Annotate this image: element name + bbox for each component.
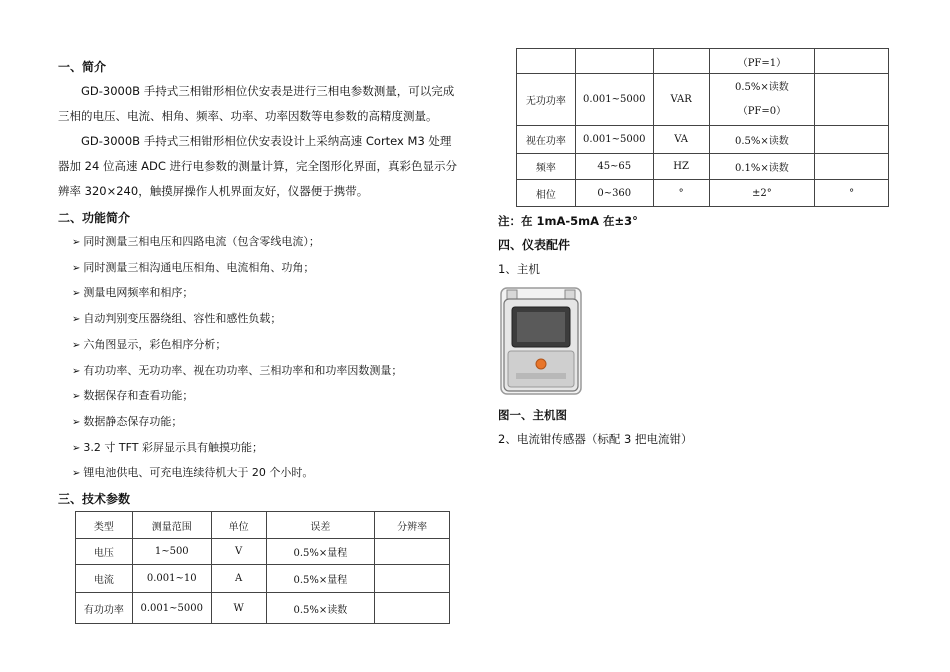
table-cell: 电流 bbox=[76, 565, 133, 593]
table-cell: 0.001~10 bbox=[132, 565, 211, 593]
table-header-cell: 分辨率 bbox=[375, 512, 450, 539]
table-cell: （PF=1） bbox=[709, 49, 815, 74]
table-cell: 0.001~5000 bbox=[575, 74, 653, 126]
table-cell: 有功功率 bbox=[76, 593, 133, 624]
table-cell: 0.5%×量程 bbox=[266, 539, 375, 565]
table-cell: W bbox=[211, 593, 266, 624]
figure-caption: 图一、主机图 bbox=[498, 408, 567, 422]
section1-para1: GD-3000B 手持式三相钳形相位伏安表是进行三相电参数测量，可以完成三相的电压、电流、相角、频率、功率、功率因数等电参数的高精度测量。 bbox=[58, 84, 455, 123]
table-cell: 相位 bbox=[517, 180, 576, 207]
table-cell bbox=[815, 74, 889, 126]
table-cell bbox=[815, 154, 889, 180]
feature-item: ➢ 数据静态保存功能； bbox=[72, 410, 458, 436]
arrow-bullet-icon: ➢ bbox=[72, 237, 81, 248]
pf-condition: （PF=0） bbox=[737, 105, 787, 117]
arrow-bullet-icon: ➢ bbox=[72, 262, 81, 274]
table-cell: 0~360 bbox=[575, 180, 653, 207]
table-cell bbox=[375, 593, 450, 624]
table-cell: 0.001~5000 bbox=[132, 593, 211, 624]
arrow-bullet-icon: ➢ bbox=[72, 288, 81, 300]
table-cell: 0.1%×读数 bbox=[709, 154, 815, 180]
table-cell: A bbox=[211, 565, 266, 593]
table-header-cell: 测量范围 bbox=[132, 512, 211, 539]
table-cell: ° bbox=[815, 180, 889, 207]
table-cell: 0.5%×读数 bbox=[266, 593, 375, 624]
table-cell bbox=[815, 49, 889, 74]
table-cell: 0.5%×读数 bbox=[709, 126, 815, 154]
table-row bbox=[517, 49, 889, 74]
table-row bbox=[517, 180, 889, 207]
section3-heading: 三、技术参数 bbox=[58, 492, 131, 507]
table-row bbox=[76, 565, 450, 593]
table-note: 注：在 1mA-5mA 在±3° bbox=[498, 214, 638, 228]
table-header-row bbox=[76, 512, 450, 539]
table-cell: VA bbox=[653, 126, 709, 154]
feature-item: ➢ 自动判别变压器绕组、容性和感性负载； bbox=[72, 307, 458, 333]
table-row bbox=[76, 539, 450, 565]
table-cell bbox=[653, 49, 709, 74]
section4-heading: 四、仪表配件 bbox=[498, 238, 571, 252]
table-header-cell: 类型 bbox=[76, 512, 133, 539]
section1-para2: GD-3000B 手持式三相钳形相位伏安表设计上采纳高速 Cortex M3 处理器加 24 位高速 ADC 进行电参数的测量计算，完全图形化界面，真彩色显示分辨率 320×240，触摸屏操作人机界面友好，仪器便于携带。 bbox=[58, 134, 458, 198]
arrow-bullet-icon: ➢ bbox=[72, 391, 81, 403]
arrow-bullet-icon: ➢ bbox=[72, 416, 81, 428]
accessory-item-clamp: 2、电流钳传感器（标配 3 把电流钳） bbox=[498, 432, 693, 446]
section1-heading: 一、简介 bbox=[58, 60, 107, 74]
instrument-illustration bbox=[500, 287, 582, 395]
feature-item: ➢ 同时测量三相电压和四路电流（包含零线电流）； bbox=[72, 230, 458, 256]
table-cell: ±2° bbox=[709, 180, 815, 207]
table-cell: 频率 bbox=[517, 154, 576, 180]
table-cell: 视在功率 bbox=[517, 126, 576, 154]
arrow-bullet-icon: ➢ bbox=[72, 314, 81, 326]
spec-table-right bbox=[516, 48, 889, 207]
table-cell: 45~65 bbox=[575, 154, 653, 180]
table-cell: HZ bbox=[653, 154, 709, 180]
table-cell bbox=[815, 126, 889, 154]
feature-item: ➢ 六角图显示，彩色相序分析； bbox=[72, 333, 458, 359]
feature-item: ➢ 测量电网频率和相序； bbox=[72, 281, 458, 307]
table-row bbox=[517, 154, 889, 180]
feature-item: ➢ 3.2 寸 TFT 彩屏显示具有触摸功能； bbox=[72, 436, 458, 462]
table-cell: 无功功率 bbox=[517, 74, 576, 126]
feature-item: ➢ 数据保存和查看功能； bbox=[72, 384, 458, 410]
spec-table-left bbox=[75, 511, 450, 624]
arrow-bullet-icon: ➢ bbox=[72, 442, 81, 454]
table-row bbox=[517, 74, 889, 126]
table-header-cell: 单位 bbox=[211, 512, 266, 539]
table-cell bbox=[517, 49, 576, 74]
table-cell bbox=[575, 49, 653, 74]
feature-item: ➢ 锂电池供电、可充电连续待机大于 20 个小时。 bbox=[72, 461, 458, 487]
table-header-cell: 误差 bbox=[266, 512, 375, 539]
error-value: 0.5%×读数 bbox=[735, 81, 789, 93]
table-cell bbox=[375, 565, 450, 593]
feature-list bbox=[58, 230, 458, 487]
device-image bbox=[500, 287, 898, 399]
table-cell bbox=[375, 539, 450, 565]
table-row bbox=[517, 126, 889, 154]
arrow-bullet-icon: ➢ bbox=[72, 365, 81, 377]
table-cell bbox=[709, 74, 815, 126]
feature-item: ➢ 同时测量三相沟通电压相角、电流相角、功角； bbox=[72, 256, 458, 282]
arrow-bullet-icon: ➢ bbox=[72, 339, 81, 351]
table-cell: 0.5%×量程 bbox=[266, 565, 375, 593]
arrow-bullet-icon: ➢ bbox=[72, 468, 81, 480]
right-column bbox=[498, 48, 898, 451]
table-cell: 0.001~5000 bbox=[575, 126, 653, 154]
accessory-item-host: 1、主机 bbox=[498, 262, 540, 276]
left-column bbox=[58, 55, 458, 624]
table-row bbox=[76, 593, 450, 624]
feature-item: ➢ 有功功率、无功功率、视在功功率、三相功率和和功率因数测量； bbox=[72, 359, 458, 385]
section2-heading: 二、功能简介 bbox=[58, 211, 131, 225]
table-cell: 电压 bbox=[76, 539, 133, 565]
table-cell: 1~500 bbox=[132, 539, 211, 565]
table-cell: ° bbox=[653, 180, 709, 207]
table-cell: V bbox=[211, 539, 266, 565]
table-cell: VAR bbox=[653, 74, 709, 126]
